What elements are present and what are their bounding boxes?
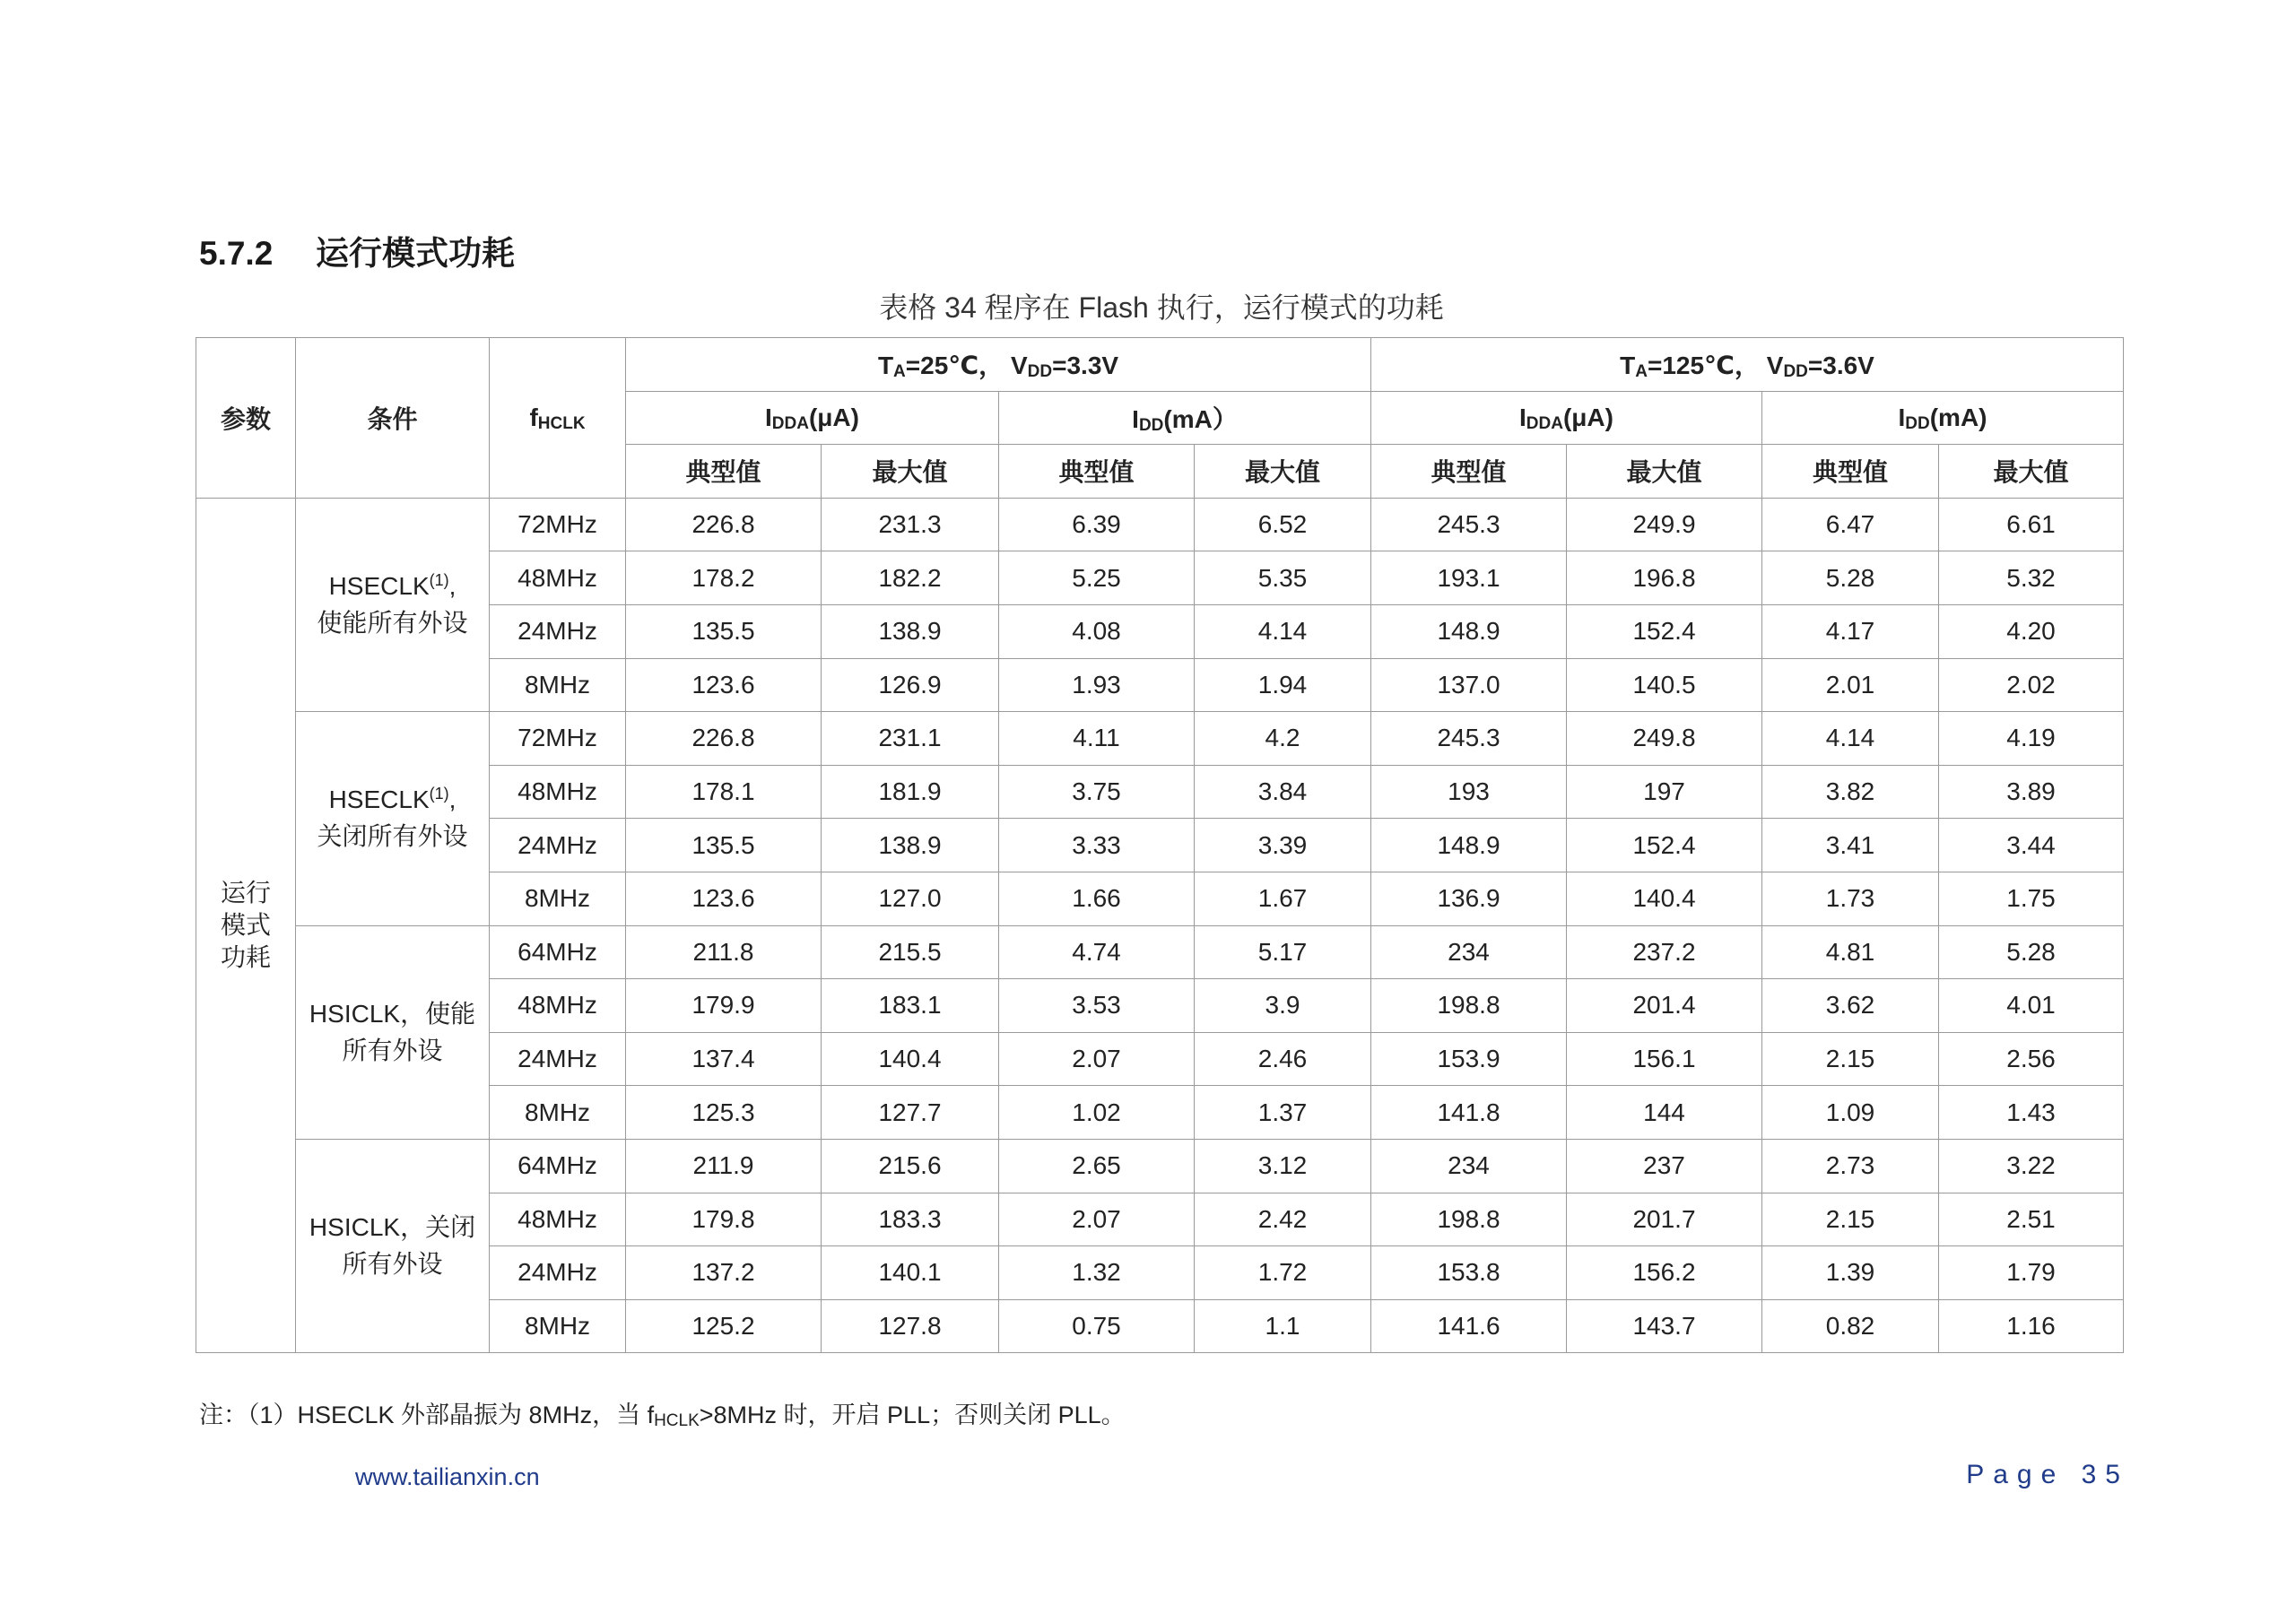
- value-cell: 141.6: [1371, 1299, 1567, 1353]
- value-cell: 201.7: [1567, 1193, 1762, 1246]
- value-cell: 5.28: [1762, 551, 1939, 605]
- value-cell: 198.8: [1371, 1193, 1567, 1246]
- value-cell: 3.62: [1762, 979, 1939, 1033]
- value-cell: 4.14: [1195, 604, 1371, 658]
- value-cell: 148.9: [1371, 819, 1567, 872]
- condition-cell: HSECLK$^{(1)}$, 使能所有外设: [296, 498, 490, 711]
- value-cell: 4.08: [999, 604, 1195, 658]
- value-cell: 3.9: [1195, 979, 1371, 1033]
- value-cell: 1.02: [999, 1086, 1195, 1140]
- value-cell: 245.3: [1371, 498, 1567, 551]
- footer-website: www.tailianxin.cn: [355, 1463, 540, 1490]
- value-cell: 3.44: [1939, 819, 2124, 872]
- value-cell: 127.0: [822, 872, 999, 925]
- value-cell: 2.73: [1762, 1139, 1939, 1193]
- value-cell: 3.84: [1195, 765, 1371, 819]
- value-cell: 4.81: [1762, 925, 1939, 979]
- value-cell: 181.9: [822, 765, 999, 819]
- value-cell: 137.0: [1371, 658, 1567, 712]
- value-cell: 1.1: [1195, 1299, 1371, 1353]
- value-cell: 152.4: [1567, 819, 1762, 872]
- value-cell: 156.2: [1567, 1246, 1762, 1300]
- value-cell: 2.15: [1762, 1032, 1939, 1086]
- value-cell: 125.3: [626, 1086, 822, 1140]
- header-max: 最大值: [1567, 445, 1762, 499]
- freq-cell: 8MHz: [490, 658, 626, 712]
- header-condition: 条件: [296, 338, 490, 499]
- condition-cell: HSICLK，使能 所有外设: [296, 925, 490, 1139]
- freq-cell: 64MHz: [490, 925, 626, 979]
- value-cell: 226.8: [626, 498, 822, 551]
- power-consumption-table: [196, 337, 2124, 1353]
- value-cell: 143.7: [1567, 1299, 1762, 1353]
- value-cell: 1.43: [1939, 1086, 2124, 1140]
- value-cell: 197: [1567, 765, 1762, 819]
- value-cell: 144: [1567, 1086, 1762, 1140]
- value-cell: 1.93: [999, 658, 1195, 712]
- freq-cell: 8MHz: [490, 872, 626, 925]
- value-cell: 4.11: [999, 712, 1195, 766]
- value-cell: 148.9: [1371, 604, 1567, 658]
- value-cell: 179.8: [626, 1193, 822, 1246]
- value-cell: 231.3: [822, 498, 999, 551]
- value-cell: 198.8: [1371, 979, 1567, 1033]
- value-cell: 156.1: [1567, 1032, 1762, 1086]
- value-cell: 6.47: [1762, 498, 1939, 551]
- value-cell: 1.09: [1762, 1086, 1939, 1140]
- value-cell: 3.12: [1195, 1139, 1371, 1193]
- header-max: 最大值: [822, 445, 999, 499]
- section-title: 运行模式功耗: [316, 235, 515, 272]
- value-cell: 179.9: [626, 979, 822, 1033]
- value-cell: 2.02: [1939, 658, 2124, 712]
- value-cell: 2.51: [1939, 1193, 2124, 1246]
- value-cell: 135.5: [626, 604, 822, 658]
- value-cell: 140.4: [1567, 872, 1762, 925]
- footnote: 注：（1）HSECLK 外部晶振为 8MHz，当 $f_{HCLK}>8MHz$ 时，开启 PLL；否则关闭 PLL。: [199, 1402, 1126, 1430]
- value-cell: 138.9: [822, 604, 999, 658]
- value-cell: 4.20: [1939, 604, 2124, 658]
- freq-cell: 48MHz: [490, 765, 626, 819]
- value-cell: 0.75: [999, 1299, 1195, 1353]
- value-cell: 4.14: [1762, 712, 1939, 766]
- value-cell: 2.56: [1939, 1032, 2124, 1086]
- value-cell: 5.35: [1195, 551, 1371, 605]
- value-cell: 231.1: [822, 712, 999, 766]
- value-cell: 6.39: [999, 498, 1195, 551]
- value-cell: 249.8: [1567, 712, 1762, 766]
- value-cell: 152.4: [1567, 604, 1762, 658]
- value-cell: 140.4: [822, 1032, 999, 1086]
- value-cell: 135.5: [626, 819, 822, 872]
- value-cell: 1.94: [1195, 658, 1371, 712]
- value-cell: 178.2: [626, 551, 822, 605]
- value-cell: 237.2: [1567, 925, 1762, 979]
- value-cell: 1.16: [1939, 1299, 2124, 1353]
- value-cell: 6.52: [1195, 498, 1371, 551]
- header-freq: $f_{HCLK}$: [490, 338, 626, 499]
- section-number: 5.7.2: [199, 235, 274, 272]
- header-max: 最大值: [1195, 445, 1371, 499]
- value-cell: 215.5: [822, 925, 999, 979]
- header-idd-125c: $I_{DD}(mA)$: [1762, 391, 2124, 445]
- freq-cell: 48MHz: [490, 1193, 626, 1246]
- value-cell: 3.39: [1195, 819, 1371, 872]
- header-typ: 典型值: [1371, 445, 1567, 499]
- value-cell: 3.82: [1762, 765, 1939, 819]
- header-idda-25c: $I_{DDA}(\mu A)$: [626, 391, 999, 445]
- table-row: [196, 712, 2124, 766]
- table-row: [196, 925, 2124, 979]
- section-heading: [199, 226, 515, 274]
- value-cell: 4.2: [1195, 712, 1371, 766]
- value-cell: 215.6: [822, 1139, 999, 1193]
- value-cell: 1.72: [1195, 1246, 1371, 1300]
- value-cell: 3.41: [1762, 819, 1939, 872]
- header-typ: 典型值: [999, 445, 1195, 499]
- value-cell: 2.15: [1762, 1193, 1939, 1246]
- header-typ: 典型值: [626, 445, 822, 499]
- freq-cell: 48MHz: [490, 979, 626, 1033]
- value-cell: 136.9: [1371, 872, 1567, 925]
- value-cell: 211.9: [626, 1139, 822, 1193]
- value-cell: 4.74: [999, 925, 1195, 979]
- value-cell: 2.42: [1195, 1193, 1371, 1246]
- value-cell: 211.8: [626, 925, 822, 979]
- freq-cell: 64MHz: [490, 1139, 626, 1193]
- value-cell: 153.9: [1371, 1032, 1567, 1086]
- value-cell: 4.01: [1939, 979, 2124, 1033]
- value-cell: 234: [1371, 1139, 1567, 1193]
- value-cell: 1.32: [999, 1246, 1195, 1300]
- value-cell: 1.79: [1939, 1246, 2124, 1300]
- value-cell: 226.8: [626, 712, 822, 766]
- footer-page-number: Page 35: [1966, 1460, 2129, 1489]
- value-cell: 3.53: [999, 979, 1195, 1033]
- value-cell: 193: [1371, 765, 1567, 819]
- freq-cell: 24MHz: [490, 1246, 626, 1300]
- value-cell: 1.75: [1939, 872, 2124, 925]
- freq-cell: 24MHz: [490, 604, 626, 658]
- value-cell: 3.33: [999, 819, 1195, 872]
- value-cell: 2.07: [999, 1032, 1195, 1086]
- value-cell: 1.73: [1762, 872, 1939, 925]
- freq-cell: 8MHz: [490, 1299, 626, 1353]
- value-cell: 2.01: [1762, 658, 1939, 712]
- value-cell: 3.22: [1939, 1139, 2124, 1193]
- value-cell: 127.7: [822, 1086, 999, 1140]
- header-typ: 典型值: [1762, 445, 1939, 499]
- value-cell: 5.28: [1939, 925, 2124, 979]
- condition-cell: HSECLK$^{(1)}$, 关闭所有外设: [296, 712, 490, 925]
- value-cell: 137.2: [626, 1246, 822, 1300]
- value-cell: 178.1: [626, 765, 822, 819]
- value-cell: 2.46: [1195, 1032, 1371, 1086]
- value-cell: 237: [1567, 1139, 1762, 1193]
- header-row-1: [196, 338, 2124, 392]
- value-cell: 126.9: [822, 658, 999, 712]
- value-cell: 183.3: [822, 1193, 999, 1246]
- value-cell: 123.6: [626, 872, 822, 925]
- value-cell: 1.37: [1195, 1086, 1371, 1140]
- header-group-125c: $T_A=125℃$， $V_{DD}=3.6V$: [1371, 338, 2124, 392]
- value-cell: 1.67: [1195, 872, 1371, 925]
- value-cell: 201.4: [1567, 979, 1762, 1033]
- value-cell: 140.1: [822, 1246, 999, 1300]
- value-cell: 183.1: [822, 979, 999, 1033]
- value-cell: 193.1: [1371, 551, 1567, 605]
- freq-cell: 48MHz: [490, 551, 626, 605]
- value-cell: 249.9: [1567, 498, 1762, 551]
- value-cell: 245.3: [1371, 712, 1567, 766]
- value-cell: 196.8: [1567, 551, 1762, 605]
- value-cell: 2.65: [999, 1139, 1195, 1193]
- header-idd-25c: $I_{DD}(mA)$: [999, 391, 1371, 445]
- value-cell: 5.32: [1939, 551, 2124, 605]
- freq-cell: 24MHz: [490, 819, 626, 872]
- header-group-25c: $T_A=25℃$， $V_{DD}=3.3V$: [626, 338, 1371, 392]
- value-cell: 4.19: [1939, 712, 2124, 766]
- header-max: 最大值: [1939, 445, 2124, 499]
- value-cell: 234: [1371, 925, 1567, 979]
- header-idda-125c: $I_{DDA}(\mu A)$: [1371, 391, 1762, 445]
- value-cell: 1.66: [999, 872, 1195, 925]
- freq-cell: 24MHz: [490, 1032, 626, 1086]
- value-cell: 0.82: [1762, 1299, 1939, 1353]
- param-cell: 运行 模式 功耗: [196, 498, 296, 1353]
- value-cell: 2.07: [999, 1193, 1195, 1246]
- value-cell: 140.5: [1567, 658, 1762, 712]
- value-cell: 127.8: [822, 1299, 999, 1353]
- header-param: 参数: [196, 338, 296, 499]
- table-row: [196, 1139, 2124, 1193]
- table-caption: 表格 34 程序在 Flash 执行，运行模式的功耗: [879, 291, 1444, 324]
- value-cell: 5.25: [999, 551, 1195, 605]
- table-row: [196, 498, 2124, 551]
- value-cell: 4.17: [1762, 604, 1939, 658]
- value-cell: 153.8: [1371, 1246, 1567, 1300]
- value-cell: 125.2: [626, 1299, 822, 1353]
- value-cell: 123.6: [626, 658, 822, 712]
- value-cell: 6.61: [1939, 498, 2124, 551]
- value-cell: 5.17: [1195, 925, 1371, 979]
- value-cell: 3.75: [999, 765, 1195, 819]
- value-cell: 137.4: [626, 1032, 822, 1086]
- value-cell: 1.39: [1762, 1246, 1939, 1300]
- value-cell: 141.8: [1371, 1086, 1567, 1140]
- freq-cell: 72MHz: [490, 712, 626, 766]
- value-cell: 138.9: [822, 819, 999, 872]
- freq-cell: 72MHz: [490, 498, 626, 551]
- value-cell: 3.89: [1939, 765, 2124, 819]
- condition-cell: HSICLK，关闭 所有外设: [296, 1139, 490, 1352]
- freq-cell: 8MHz: [490, 1086, 626, 1140]
- value-cell: 182.2: [822, 551, 999, 605]
